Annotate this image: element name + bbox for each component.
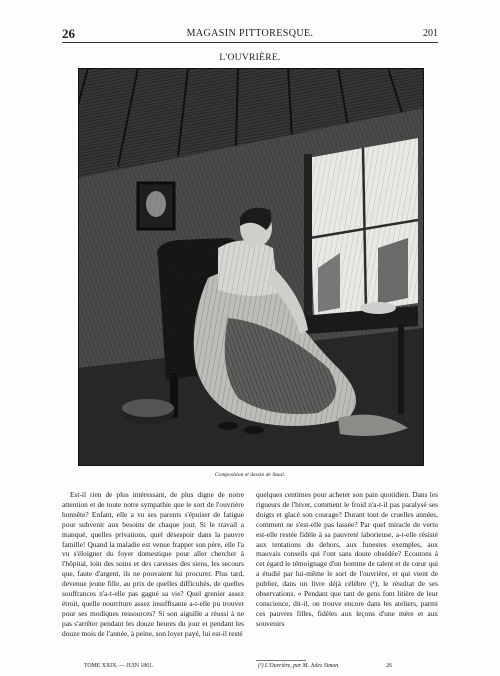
- volume-line: TOME XXIX. — JUIN 1861.: [84, 663, 154, 669]
- text-column-right: quelques centimes pour acheter son pain quotidien. Dans les rigueurs de l'hiver, comment le froid n'a-t-il pas paralysé ses doigts et glacé son courage? Durant tout de cruelles années, comment ne s'est-elle pas lassée? Par quel miracle de vertu est-elle restée fidèle à sa pauvreté laborieuse, a-t-elle résisté aux tentations du dehors, aux funestes exemples, aux mauvais conseils qui l'ont sans doute obsédée? Ecoutons à cet égard le témoignage d'un homme de talent et de cœur qui a étudié par lui-même le sort de l'ouvrière, et qui vient de publier, dans un livre déjà célèbre (¹), le résultat de ses observations. « Pendant que tant de gens font litière de leur conscience, dit-il, on trouve encore dans les ateliers, parmi ces pauvres filles, fidèles aux leçons d'une mère et aux souvenirs: [256, 490, 438, 628]
- text-column-left: Est-il rien de plus intéressant, de plus digne de notre attention et de toute notre sympathie que le sort de l'ouvrière honnête? Enfant, elle a vu ses parents s'épuiser de fatigue pour subvenir aux besoins de chaque jour. Si le travail a manqué, quelles privations, quel désespoir dans la pauvre famille! Quand la maladie est venue frapper son père, elle l'a vu s'éloigner du foyer domestique pour aller chercher à l'hôpital, loin des soins et des caresses des siens, les secours que, faute d'argent, ils ne pouvaient lui procurer. Plus tard, devenue jeune fille, au prix de quelles difficultés, de quelles souffrances n'a-t-elle pas gagné sa vie? Quel grenier assez étroit, quelle nourriture assez insuffisante a-t-elle pu trouver pour ses modiques ressources? Si son aiguille a réussi à ne pas s'arrêter pendant les douze heures du jour et pendant les douze mois de l'année, à peine, son loyer payé, lui est-il resté: [62, 490, 244, 638]
- footnote: (¹) L'Ouvrière, par M. Jules Simon.: [258, 663, 340, 669]
- footnote-rule: [256, 660, 306, 661]
- page-number: 26: [62, 26, 75, 41]
- side-page-number: 201: [423, 28, 438, 39]
- article-body: [62, 490, 438, 650]
- signature-mark: 26: [386, 663, 392, 669]
- page-header: [62, 26, 438, 40]
- magazine-title: MAGASIN PITTORESQUE.: [186, 28, 314, 39]
- engraving-svg: [78, 68, 424, 466]
- header-rule: [62, 42, 438, 43]
- article-title: L'OUVRIÈRE.: [219, 53, 281, 63]
- engraving-illustration: [78, 68, 424, 466]
- illustration-caption: Composition et dessin de Staal.: [214, 472, 286, 478]
- page-footer: [62, 663, 438, 673]
